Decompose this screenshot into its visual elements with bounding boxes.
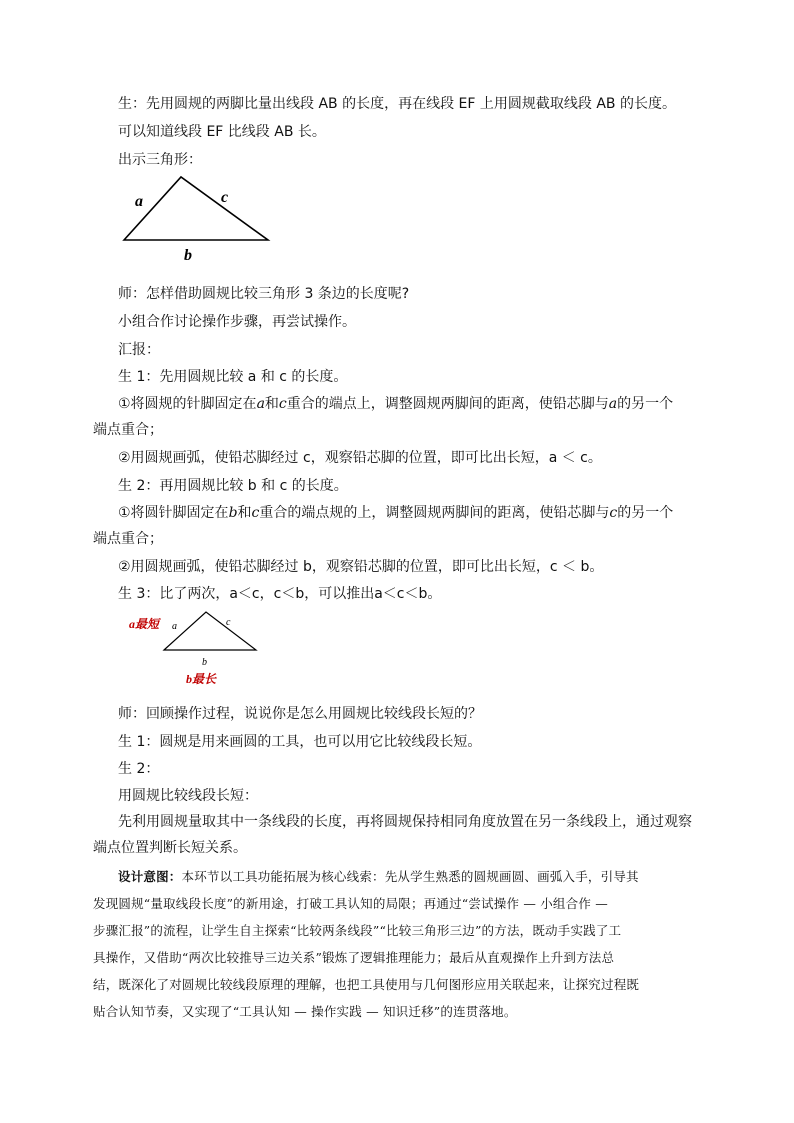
triangle-figure-1	[118, 170, 278, 270]
report-line: 汇报：	[118, 342, 160, 358]
step3-var-c2: c	[609, 505, 618, 521]
student-answer-line: 生：先用圆规的两脚比量出线段 AB 的长度，再在线段 EF 上用圆规截取线段 AB 的长度。	[118, 96, 676, 112]
student3-line: 生 3：比了两次，a＜c，c＜b，可以推出a＜c＜b。	[118, 586, 442, 602]
design-note-label: 设计意图：	[118, 869, 182, 884]
step3-var-b: b	[228, 505, 238, 521]
step3-text-3: 重合的端点规的上，调整圆规两脚间的距离，使铅芯脚与	[259, 505, 610, 521]
step3-cont-line: 端点重合；	[93, 531, 163, 547]
design-note-line-3: 步骤汇报”的流程，让学生自主探索“比较两条线段”“比较三角形三边”的方法，既动手实践了工	[93, 923, 622, 938]
step3-text-4: 的另一个	[617, 505, 674, 521]
design-note-text-1: 本环节以工具功能拓展为核心线索：先从学生熟悉的圆规画圆、画弧入手，引导其	[181, 869, 639, 884]
student2-compare-line: 生 2：再用圆规比较 b 和 c 的长度。	[118, 478, 348, 494]
step3-line	[118, 503, 673, 523]
group-work-line: 小组合作讨论操作步骤，再尝试操作。	[118, 314, 356, 330]
conclusion-line: 可以知道线段 EF 比线段 AB 长。	[118, 124, 326, 140]
method-heading-line: 用圆规比较线段长短：	[118, 788, 258, 804]
step3-var-c: c	[251, 505, 260, 521]
triangle-1-label-a: a	[135, 193, 143, 210]
design-note-line-1	[118, 867, 639, 887]
longest-label: b最长	[186, 672, 217, 686]
step4-line: ②用圆规画弧，使铅芯脚经过 b，观察铅芯脚的位置，即可比出长短，c ＜ b。	[118, 559, 604, 575]
teacher-review-line: 师：回顾操作过程，说说你是怎么用圆规比较线段长短的？	[118, 706, 482, 722]
triangle-2-label-b: b	[202, 657, 207, 668]
step1-cont-line: 端点重合；	[93, 422, 163, 438]
step2-line: ②用圆规画弧，使铅芯脚经过 c，观察铅芯脚的位置，即可比出长短，a ＜ c。	[118, 450, 602, 466]
shortest-label: a最短	[129, 617, 160, 631]
triangle-figure-2	[126, 606, 266, 690]
design-note-line-4: 具操作，又借助“两次比较推导三边关系”锻炼了逻辑推理能力；最后从直观操作上升到方法总	[93, 950, 615, 965]
step1-var-a: a	[256, 396, 265, 412]
triangle-2-outline	[164, 612, 256, 650]
triangle-1-outline	[124, 177, 268, 240]
design-note-line-2: 发现圆规“量取线段长度”的新用途，打破工具认知的局限；再通过“尝试操作 — 小组合作 —	[93, 896, 608, 911]
triangle-2-label-c: c	[226, 617, 231, 628]
step1-var-a2: a	[608, 396, 618, 412]
step3-text-1: ①将圆针脚固定在	[118, 505, 229, 521]
triangle-1-label-b: b	[184, 247, 192, 264]
step1-text-4: 的另一个	[617, 396, 674, 412]
method-body-cont-line: 端点位置判断长短关系。	[93, 840, 247, 856]
student1-review-line: 生 1：圆规是用来画圆的工具，也可以用它比较线段长短。	[118, 734, 482, 750]
student2-review-line: 生 2：	[118, 761, 160, 777]
show-triangle-line: 出示三角形：	[118, 152, 202, 168]
step1-line	[118, 394, 673, 414]
design-note-line-6: 贴合认知节奏，又实现了“工具认知 — 操作实践 — 知识迁移”的连贯落地。	[93, 1004, 517, 1019]
step1-text-1: ①将圆规的针脚固定在	[118, 396, 257, 412]
step1-text-2: 和	[264, 396, 279, 412]
design-note-line-5: 结，既深化了对圆规比较线段原理的理解，也把工具使用与几何图形应用关联起来，让探究过程既	[93, 977, 640, 992]
triangle-2-label-a: a	[172, 621, 177, 632]
step1-var-c: c	[278, 396, 287, 412]
method-body-line: 先利用圆规量取其中一条线段的长度，再将圆规保持相同角度放置在另一条线段上，通过观察	[118, 814, 692, 830]
student1-compare-line: 生 1：先用圆规比较 a 和 c 的长度。	[118, 369, 348, 385]
triangle-1-label-c: c	[221, 189, 229, 206]
teacher-question-line: 师：怎样借助圆规比较三角形 3 条边的长度呢?	[118, 286, 410, 302]
step3-text-2: 和	[237, 505, 252, 521]
step1-text-3: 重合的端点上，调整圆规两脚间的距离，使铅芯脚与	[286, 396, 609, 412]
